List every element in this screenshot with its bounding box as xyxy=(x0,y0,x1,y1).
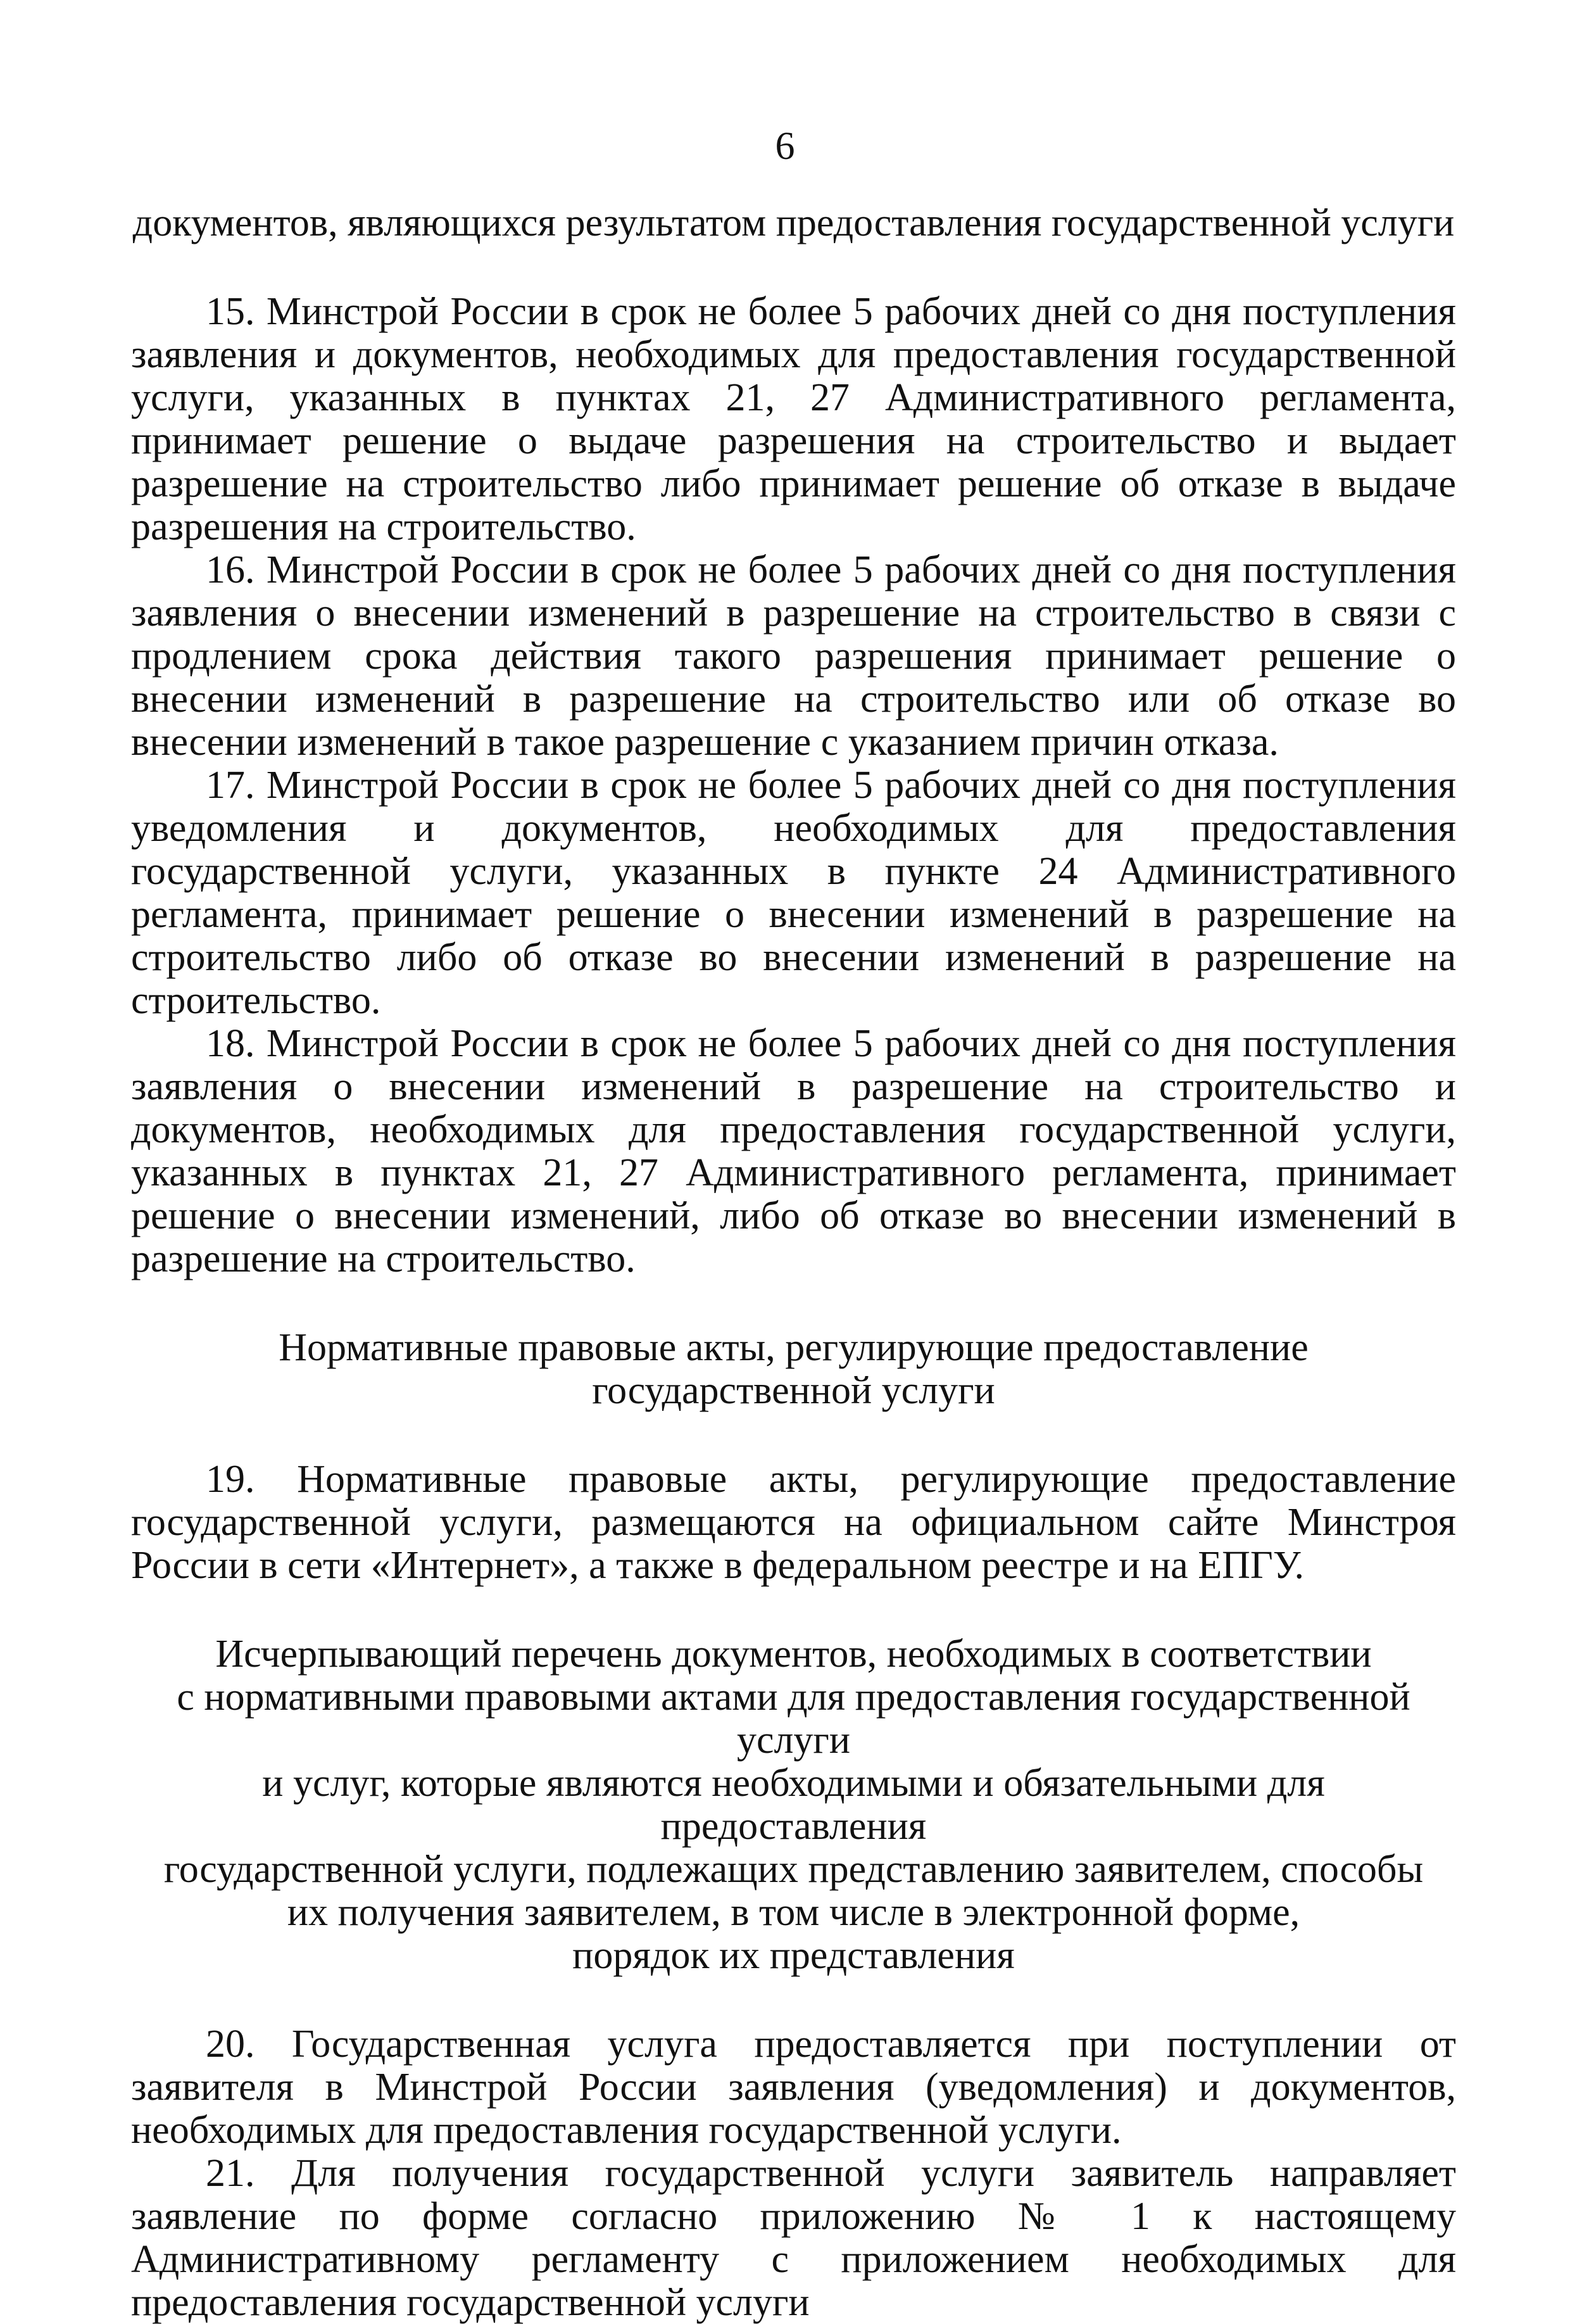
heading-line: и услуг, которые являются необходимыми и обязательными для предоставления xyxy=(262,1762,1325,1848)
section-heading-continuation: документов, являющихся результатом предоставления государственной услуги xyxy=(132,201,1455,244)
page-content xyxy=(131,201,1456,2324)
paragraph-16: 16. Минстрой России в срок не более 5 рабочих дней со дня поступления заявления о внесении изменений в разрешение на строительство в связи с продлением срока действия такого разрешения принимает решение о внесении изменений в разрешение на строительство или об отказе во внесении изменений в такое разрешение с указанием причин отказа. xyxy=(131,548,1456,764)
heading-line: Исчерпывающий перечень документов, необходимых в соответствии xyxy=(215,1632,1372,1676)
paragraph-20: 20. Государственная услуга предоставляется при поступлении от заявителя в Минстрой России заявления (уведомления) и документов, необходимых для предоставления государственной услуги. xyxy=(131,2023,1456,2152)
heading-line: государственной услуги, подлежащих представлению заявителем, способы xyxy=(163,1848,1424,1891)
paragraph-18: 18. Минстрой России в срок не более 5 рабочих дней со дня поступления заявления о внесении изменений в разрешение на строительство и документов, необходимых для предоставления государственной услуги, указанных в пунктах 21, 27 Административного регламента, принимает решение о внесении изменений, либо об отказе во внесении изменений в разрешение на строительство. xyxy=(131,1022,1456,1280)
section-heading-documents-list xyxy=(131,1632,1456,1977)
paragraph-21: 21. Для получения государственной услуги заявитель направляет заявление по форме согласно приложению № 1 к настоящему Административному регламенту с приложением необходимых для предоставления государственной услуги xyxy=(131,2152,1456,2324)
heading-line: порядок их представления xyxy=(572,1934,1015,1977)
heading-line: с нормативными правовыми актами для предоставления государственной услуги xyxy=(177,1676,1410,1762)
paragraph-19: 19. Нормативные правовые акты, регулирующие предоставление государственной услуги, размещаются на официальном сайте Минстроя России в сети «Интернет», а также в федеральном реестре и на ЕПГУ. xyxy=(131,1458,1456,1587)
paragraph-15: 15. Минстрой России в срок не более 5 рабочих дней со дня поступления заявления и документов, необходимых для предоставления государственной услуги, указанных в пунктах 21, 27 Административного регламента, принимает решение о выдаче разрешения на строительство и выдает разрешение на строительство либо принимает решение об отказе в выдаче разрешения на строительство. xyxy=(131,290,1456,548)
page-number: 6 xyxy=(775,125,795,168)
heading-line: Нормативные правовые акты, регулирующие предоставление xyxy=(279,1326,1309,1369)
paragraph-17: 17. Минстрой России в срок не более 5 рабочих дней со дня поступления уведомления и документов, необходимых для предоставления государственной услуги, указанных в пункте 24 Административного регламента, принимает решение о внесении изменений в разрешение на строительство либо об отказе во внесении изменений в разрешение на строительство. xyxy=(131,764,1456,1022)
heading-line: государственной услуги xyxy=(592,1369,995,1412)
heading-line: их получения заявителем, в том числе в электронной форме, xyxy=(287,1891,1300,1934)
section-heading-normative-acts xyxy=(131,1326,1456,1412)
